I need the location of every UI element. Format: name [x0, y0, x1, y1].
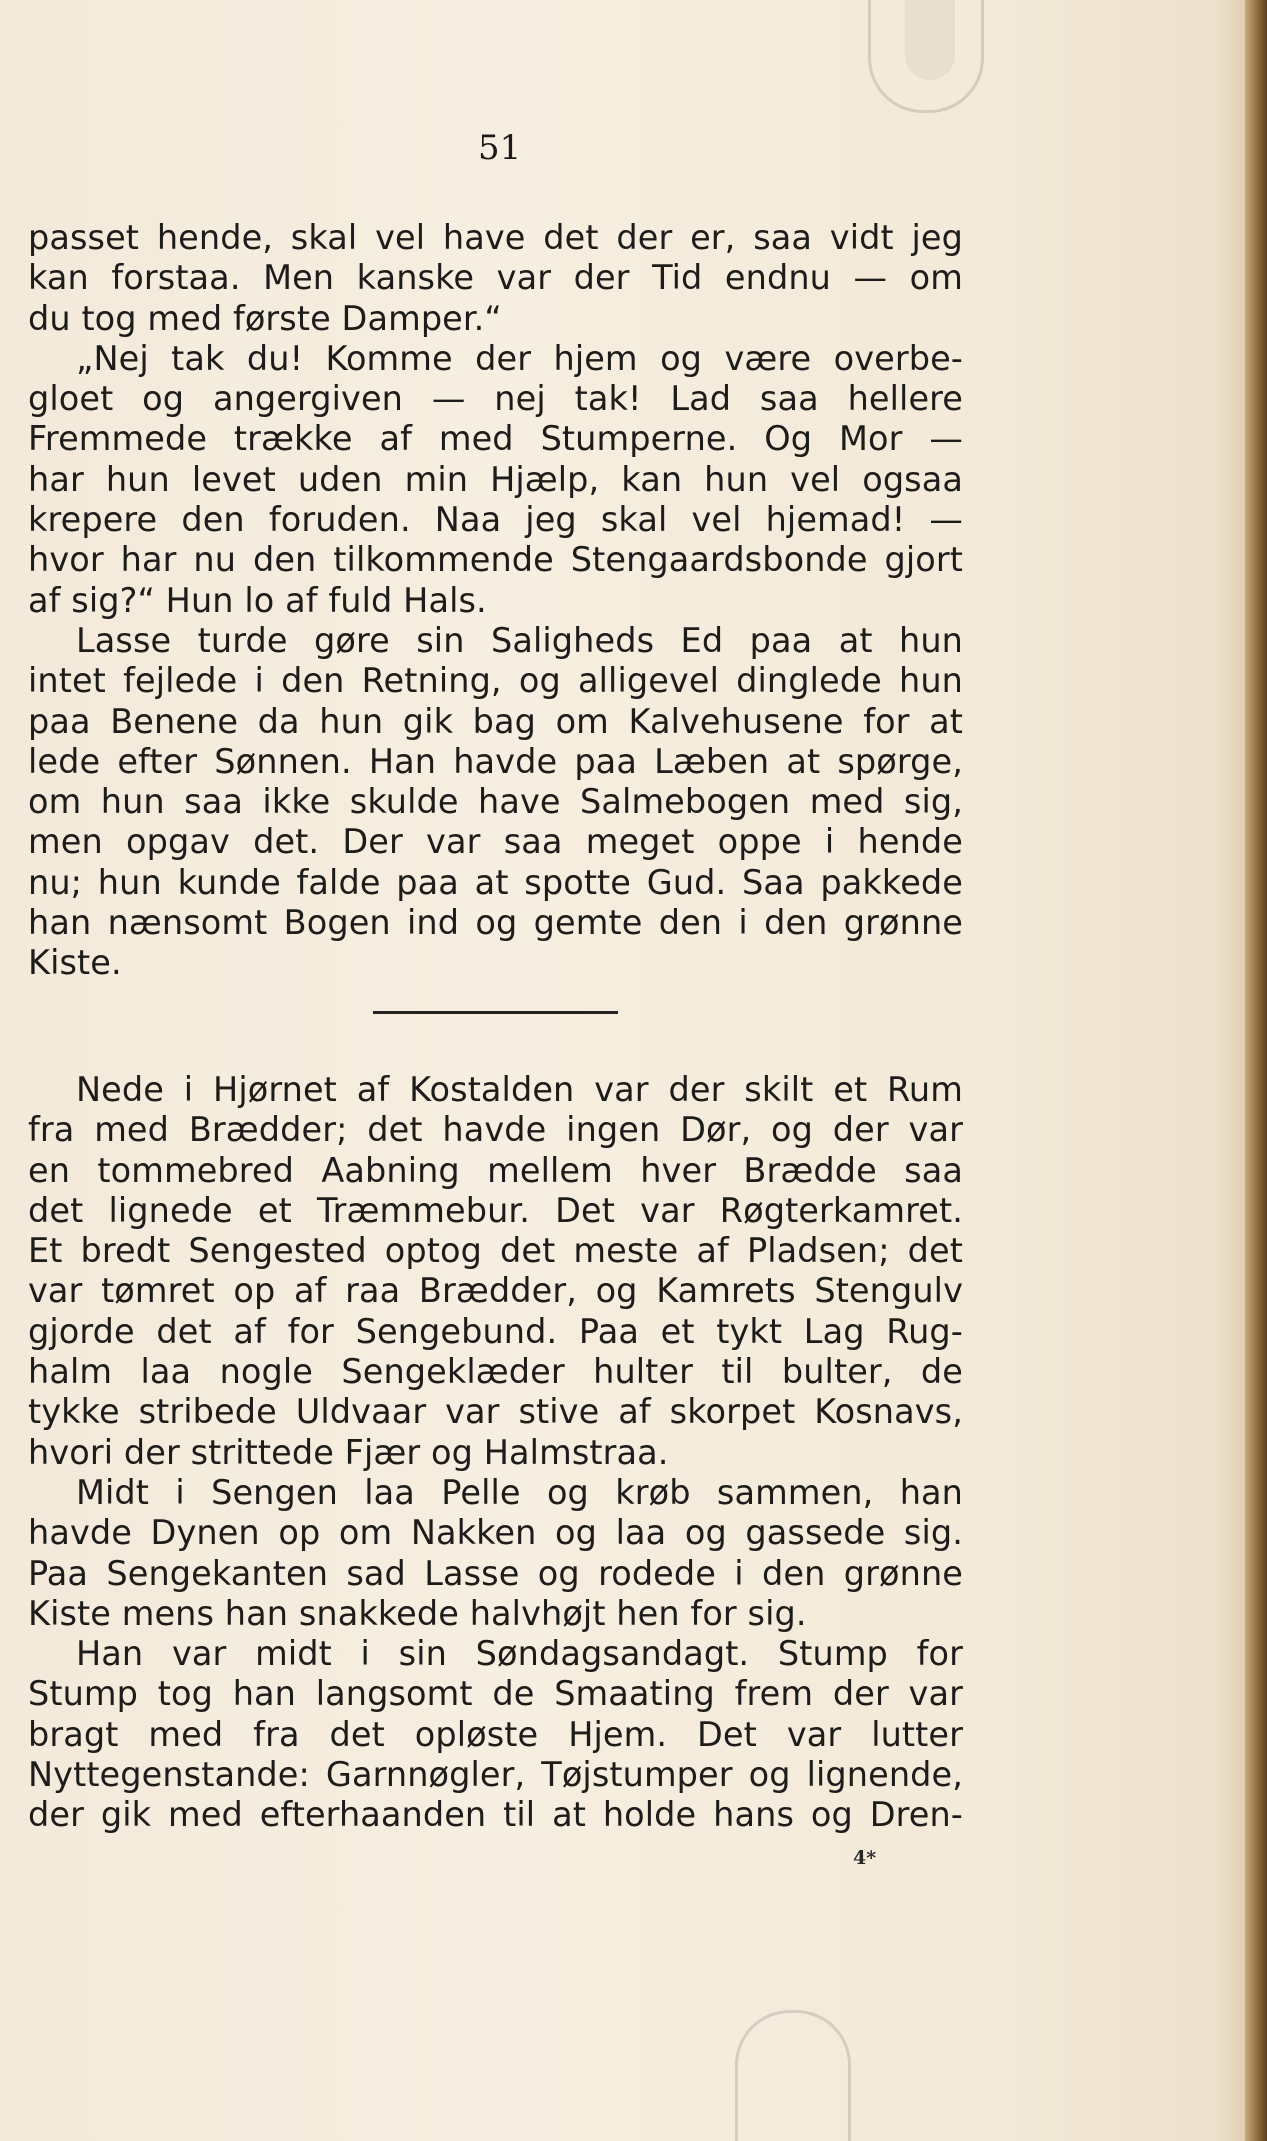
text-line: det lignede et Træmmebur. Det var Røgterkamret.: [28, 1190, 963, 1230]
text-line: intet fejlede i den Retning, og alligevel dinglede hun: [28, 661, 963, 701]
text-line: nu; hun kunde falde paa at spotte Gud. Saa pakkede: [28, 862, 963, 902]
text-line: kan forstaa. Men kanske var der Tid endnu — om: [28, 258, 963, 298]
text-block-lower: [28, 1070, 963, 1836]
text-line: paa Benene da hun gik bag om Kalvehusene for at: [28, 701, 963, 741]
paper-clip-mark-bottom: [735, 2010, 851, 2141]
text-line: lede efter Sønnen. Han havde paa Læben at spørge,: [28, 741, 963, 781]
text-line: en tommebred Aabning mellem hver Brædde saa: [28, 1150, 963, 1190]
text-line: krepere den foruden. Naa jeg skal vel hjemad! —: [28, 500, 963, 540]
text-line: Midt i Sengen laa Pelle og krøb sammen, han: [76, 1472, 963, 1512]
text-line: halm laa nogle Sengeklæder hulter til bulter, de: [28, 1352, 963, 1392]
text-line: fra med Brædder; det havde ingen Dør, og der var: [28, 1110, 963, 1150]
text-line: Kiste.: [28, 943, 122, 983]
text-line: passet hende, skal vel have det der er, saa vidt jeg: [28, 218, 963, 257]
text-line: var tømret op af raa Brædder, og Kamrets Stengulv: [28, 1271, 963, 1311]
signature-mark: 4*: [853, 1847, 877, 1869]
page-number: 51: [478, 128, 522, 168]
text-line: der gik med efterhaanden til at holde hans og Dren-: [28, 1795, 963, 1835]
text-line: tykke stribede Uldvaar var stive af skorpet Kosnavs,: [28, 1392, 963, 1432]
text-line: om hun saa ikke skulde have Salmebogen med sig,: [28, 782, 963, 822]
text-line: gloet og angergiven — nej tak! Lad saa hellere: [28, 379, 963, 419]
text-line: Paa Sengekanten sad Lasse og rodede i den grønne: [28, 1553, 963, 1593]
text-line: Kiste mens han snakkede halvhøjt hen for sig.: [28, 1593, 807, 1633]
paper-clip-shadow-top: [905, 0, 955, 80]
text-line: af sig?“ Hun lo af fuld Hals.: [28, 580, 487, 620]
text-line: Fremmede trække af med Stumperne. Og Mor —: [28, 419, 963, 459]
text-line: har hun levet uden min Hjælp, kan hun vel ogsaa: [28, 459, 963, 499]
text-line: Nyttegenstande: Garnnøgler, Tøjstumper og lignende,: [28, 1755, 963, 1795]
text-line: Et bredt Sengested optog det meste af Pladsen; det: [28, 1231, 963, 1271]
text-line: havde Dynen op om Nakken og laa og gassede sig.: [28, 1513, 963, 1553]
text-line: Lasse turde gøre sin Saligheds Ed paa at hun: [76, 620, 963, 660]
text-line: „Nej tak du! Komme der hjem og være overbe-: [76, 338, 963, 378]
text-line: Stump tog han langsomt de Smaating frem der var: [28, 1674, 963, 1714]
text-block-upper: [28, 218, 963, 984]
text-line: men opgav det. Der var saa meget oppe i hende: [28, 822, 963, 862]
text-line: hvor har nu den tilkommende Stengaardsbonde gjort: [28, 540, 963, 580]
text-line: du tog med første Damper.“: [28, 298, 502, 338]
text-line: bragt med fra det opløste Hjem. Det var lutter: [28, 1714, 963, 1754]
text-line: gjorde det af for Sengebund. Paa et tykt Lag Rug-: [28, 1311, 963, 1351]
text-line: hvori der strittede Fjær og Halmstraa.: [28, 1432, 669, 1472]
text-line: han nænsomt Bogen ind og gemte den i den grønne: [28, 903, 963, 943]
book-spine-edge: [1245, 0, 1267, 2141]
text-line: Nede i Hjørnet af Kostalden var der skilt et Rum: [76, 1070, 963, 1109]
section-divider: [373, 1011, 618, 1014]
text-line: Han var midt i sin Søndagsandagt. Stump for: [76, 1634, 963, 1674]
